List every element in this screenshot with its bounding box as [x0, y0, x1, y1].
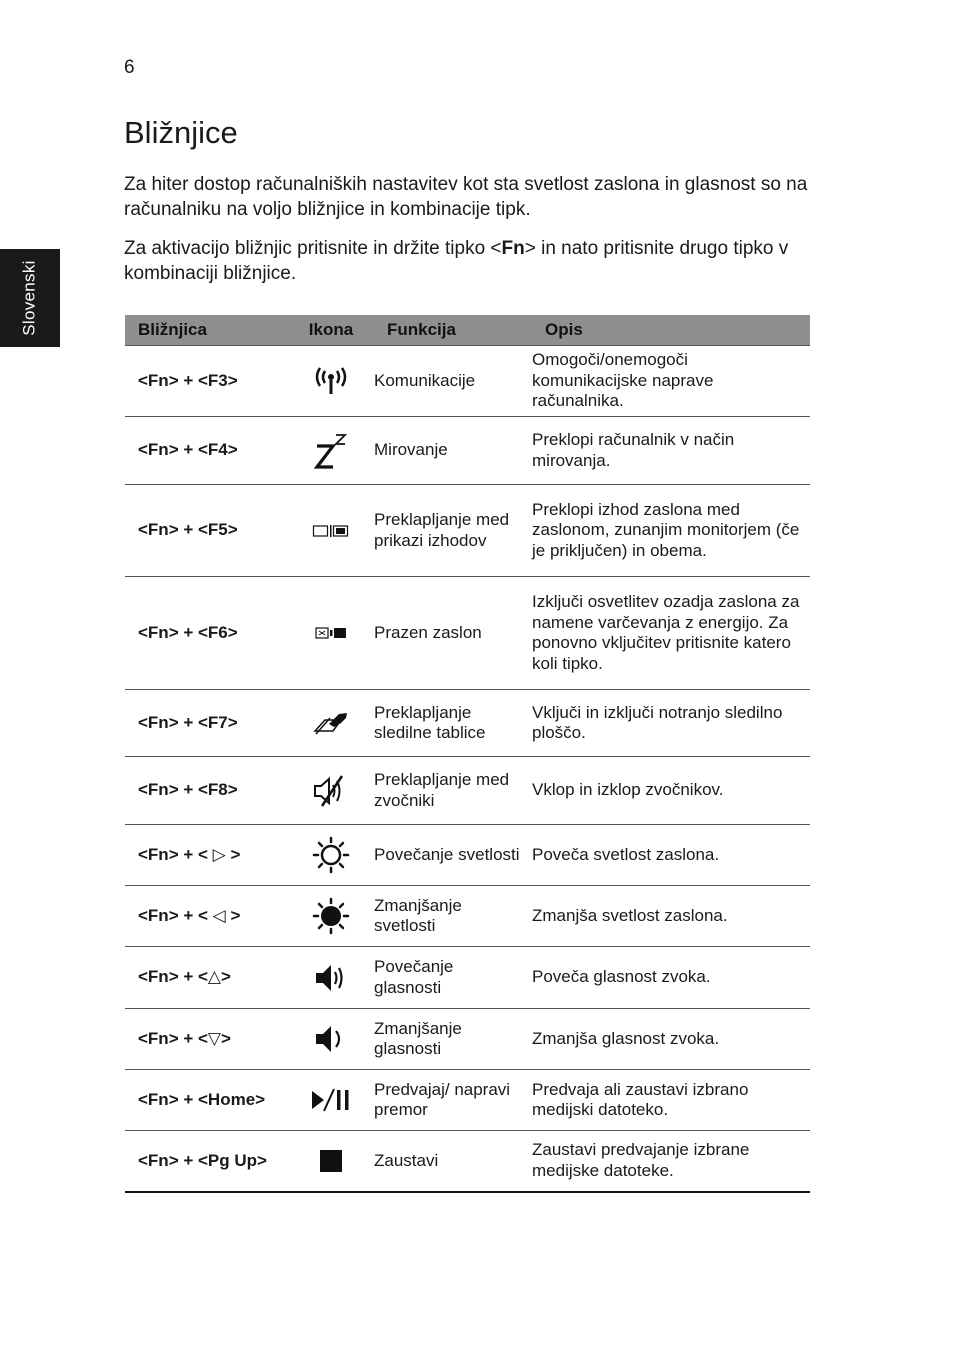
shortcut-keys: <Fn> + <F8> [125, 757, 288, 825]
function-description: Predvaja ali zaustavi izbrano medijski datoteko. [532, 1070, 810, 1131]
function-name: Komunikacije [374, 346, 532, 417]
function-name: Zmanjšanje svetlosti [374, 886, 532, 947]
table-row [125, 947, 810, 1009]
header-description: Opis [532, 315, 810, 346]
function-name: Predvajaj/ napravi premor [374, 1070, 532, 1131]
header-function: Funkcija [374, 315, 532, 346]
function-description: Vključi in izključi notranjo sledilno ploščo. [532, 690, 810, 757]
wireless-icon [312, 366, 350, 396]
display-toggle-icon [312, 523, 350, 539]
function-description: Preklopi izhod zaslona med zaslonom, zunanjim monitorjem (če je priključen) in obema. [532, 485, 810, 577]
touchpad-toggle-icon [312, 710, 350, 736]
shortcut-keys: <Fn> + <F3> [125, 346, 288, 417]
function-description: Poveča svetlost zaslona. [532, 825, 810, 886]
volume-down-icon [314, 1022, 348, 1056]
function-name: Zaustavi [374, 1131, 532, 1192]
play-pause-icon [310, 1087, 352, 1113]
function-name: Povečanje svetlosti [374, 825, 532, 886]
intro-paragraph-1: Za hiter dostop računalniških nastavitev kot sta svetlost zaslona in glasnost so na računalniku na voljo bližnjice in kombinacije tipk. [124, 174, 808, 220]
function-description: Omogoči/onemogoči komunikacijske naprave računalnika. [532, 346, 810, 417]
function-name: Prazen zaslon [374, 577, 532, 690]
header-shortcut: Bližnjica [125, 315, 288, 346]
function-description: Poveča glasnost zvoka. [532, 947, 810, 1009]
function-description: Preklopi računalnik v način mirovanja. [532, 417, 810, 485]
shortcut-table [125, 315, 810, 1193]
shortcut-keys: <Fn> + <F4> [125, 417, 288, 485]
table-row [125, 417, 810, 485]
table-row [125, 485, 810, 577]
language-side-tab [0, 249, 60, 347]
function-name: Zmanjšanje glasnosti [374, 1009, 532, 1070]
function-description: Zaustavi predvajanje izbrane medijske datoteke. [532, 1131, 810, 1192]
table-row [125, 1131, 810, 1192]
table-row [125, 346, 810, 417]
function-name: Povečanje glasnosti [374, 947, 532, 1009]
table-row [125, 1009, 810, 1070]
shortcut-keys: <Fn> + <△> [125, 947, 288, 1009]
function-description: Vklop in izklop zvočnikov. [532, 757, 810, 825]
table-row [125, 577, 810, 690]
intro-text-after: > in nato pritisnite drugo tipko v kombinaciji bližnjice. [124, 238, 789, 284]
intro-paragraph-2 [124, 236, 814, 286]
shortcut-keys: <Fn> + <Home> [125, 1070, 288, 1131]
page-number: 6 [124, 57, 135, 78]
table-row [125, 825, 810, 886]
screen-blank-icon [314, 626, 348, 640]
brightness-down-icon [312, 897, 350, 935]
function-name: Preklapljanje sledilne tablice [374, 690, 532, 757]
shortcut-keys: <Fn> + <F7> [125, 690, 288, 757]
page-title: Bližnjice [124, 115, 238, 150]
shortcut-keys: <Fn> + <Pg Up> [125, 1131, 288, 1192]
table-row [125, 757, 810, 825]
brightness-up-icon [312, 836, 350, 874]
function-description: Zmanjša glasnost zvoka. [532, 1009, 810, 1070]
function-name: Preklapljanje med zvočniki [374, 757, 532, 825]
sleep-icon [314, 432, 348, 470]
volume-up-icon [314, 961, 348, 995]
language-tab-label: Slovenski [20, 260, 39, 336]
intro-text-before: Za aktivacijo bližnjic pritisnite in držite tipko < [124, 238, 502, 259]
fn-key-label: Fn [501, 238, 525, 259]
shortcut-keys: <Fn> + <▽> [125, 1009, 288, 1070]
stop-icon [319, 1149, 343, 1173]
table-header-row [125, 315, 810, 346]
function-description: Zmanjša svetlost zaslona. [532, 886, 810, 947]
function-name: Preklapljanje med prikazi izhodov [374, 485, 532, 577]
shortcut-keys: <Fn> + <F5> [125, 485, 288, 577]
shortcut-keys: <Fn> + < ◁ > [125, 886, 288, 947]
speaker-mute-icon [312, 774, 350, 808]
shortcut-keys: <Fn> + <F6> [125, 577, 288, 690]
function-name: Mirovanje [374, 417, 532, 485]
header-icon: Ikona [288, 315, 374, 346]
function-description: Izključi osvetlitev ozadja zaslona za namene varčevanja z energijo. Za ponovno vključitev pritisnite katero koli tipko. [532, 577, 810, 690]
table-row [125, 1070, 810, 1131]
shortcut-keys: <Fn> + < ▷ > [125, 825, 288, 886]
table-row [125, 690, 810, 757]
table-row [125, 886, 810, 947]
